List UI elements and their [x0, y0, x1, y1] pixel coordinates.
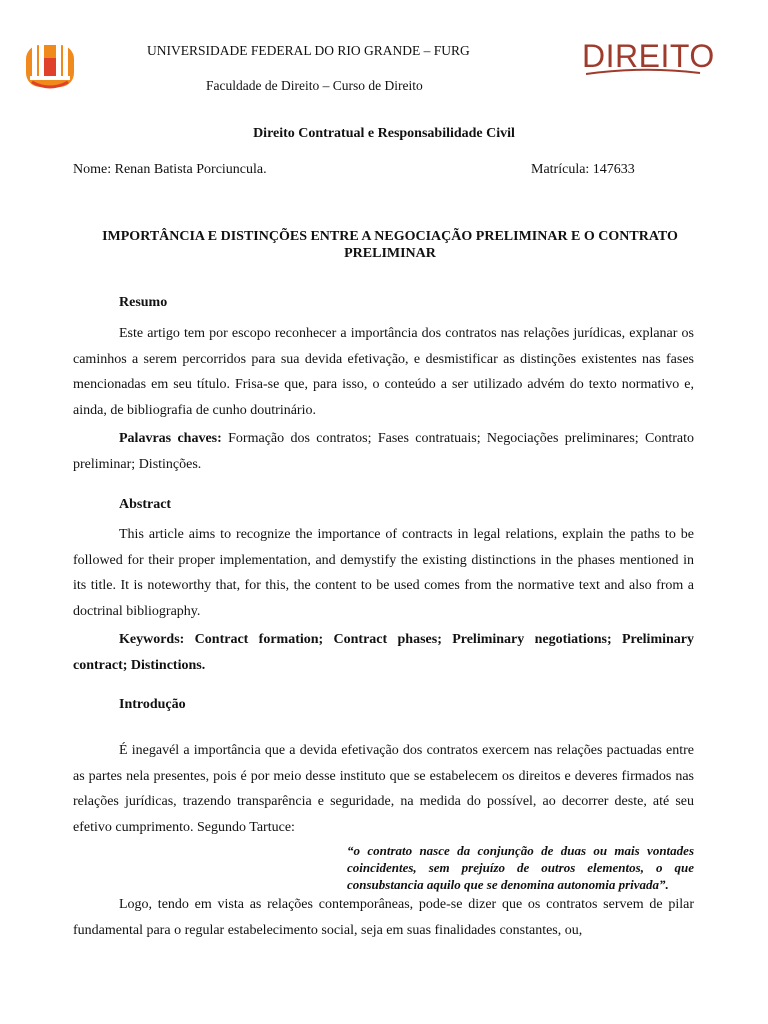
direito-logo-text: DIREITO: [582, 38, 715, 74]
abstract-text: This article aims to recognize the importance of contracts in legal relations, explain the paths to be followed for their proper implementation, and demystify the existing distinctions in the phases mentioned in its title. It is noteworthy that, for this, the content to be used comes from the normative text and also from a doctrinal bibliography.: [73, 527, 694, 619]
keywords-list: Formação dos contratos; Fases contratuais; Negociações preliminares; Contrato preliminar; Distinções.: [73, 431, 694, 472]
direito-logo: [582, 38, 715, 75]
faculty-name: Faculdade de Direito – Curso de Direito: [206, 78, 423, 93]
resumo-keywords: [73, 426, 694, 477]
university-name: UNIVERSIDADE FEDERAL DO RIO GRANDE – FURG: [147, 43, 470, 58]
intro-paragraph-2: Logo, tendo em vista as relações contemporâneas, pode-se dizer que os contratos servem de pilar fundamental para o regular estabelecimento social, seja em suas finalidades constantes, ou,: [73, 897, 694, 938]
abstract-keywords: [73, 627, 694, 678]
student-name: Nome: Renan Batista Porciuncula.: [73, 162, 267, 177]
abstract-heading: Abstract: [119, 497, 172, 512]
introducao-heading: Introdução: [119, 697, 186, 712]
course-title: Direito Contratual e Responsabilidade Civil: [253, 126, 515, 141]
keywords-label: Keywords:: [119, 632, 185, 647]
logo-swoosh: [584, 68, 702, 78]
keywords-list: Contract formation; Contract phases; Preliminary negotiations; Preliminary contract; Distinctions.: [73, 632, 695, 673]
resumo-text: Este artigo tem por escopo reconhecer a importância dos contratos nas relações jurídicas, explanar os caminhos a serem percorridos para sua devida efetivação, e desmistificar as distinções existentes nas fases mencionadas em seu título. Frisa-se que, para isso, o conteúdo a ser utilizado advém do texto normativo e, ainda, de bibliografia de cunho doutrinário.: [73, 326, 694, 418]
furg-logo: [22, 40, 78, 92]
article-title: IMPORTÂNCIA E DISTINÇÕES ENTRE A NEGOCIAÇÃO PRELIMINAR E O CONTRATO PRELIMINAR: [102, 229, 678, 261]
intro-paragraph-1: É inegavél a importância que a devida efetivação dos contratos exercem nas relações pactuadas entre as partes nela presentes, pois é por meio desse instituto que se estabelecem os direitos e deveres firmados nas relações jurídicas, trazendo transparência e seguridade, na medida do possível, ao decorrer deste, até seu efetivo cumprimento. Segundo Tartuce:: [73, 743, 694, 835]
student-registration: Matrícula: 147633: [531, 162, 635, 177]
resumo-heading: Resumo: [119, 295, 168, 310]
keywords-label: Palavras chaves:: [119, 431, 222, 446]
tartuce-quote: “o contrato nasce da conjunção de duas ou mais vontades coincidentes, sem prejuízo de outros elementos, o que consubstancia aquilo que se denomina autonomia privada”.: [347, 843, 694, 892]
